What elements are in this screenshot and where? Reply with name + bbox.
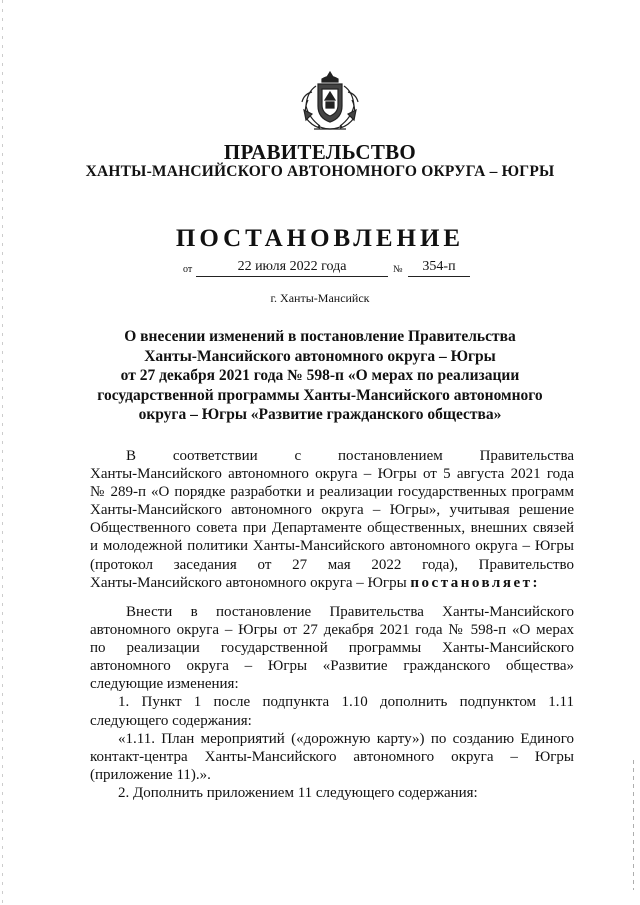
city: г. Ханты-Мансийск bbox=[270, 291, 370, 305]
date-prefix: от bbox=[183, 264, 193, 275]
body-line: «1.11. План мероприятий («дорожную карту») по созданию Единого bbox=[118, 730, 574, 747]
body-line: по реализации государственной программы Ханты-Мансийского bbox=[90, 640, 574, 657]
scan-edge-left bbox=[2, 0, 3, 905]
preamble-line: и молодежной политики Ханты-Мансийского автономного округа – Югры bbox=[90, 538, 574, 555]
preamble-line: Общественного совета при Департаменте общественных, внешних связей bbox=[90, 520, 574, 537]
body-line: следующего содержания: bbox=[90, 712, 252, 729]
preamble-last-line bbox=[90, 574, 574, 592]
title-line: О внесении изменений в постановление Правительства bbox=[124, 328, 516, 345]
resolves-word: постановляет: bbox=[410, 574, 540, 591]
okrug-heading: ХАНТЫ-МАНСИЙСКОГО АВТОНОМНОГО ОКРУГА – ЮГРЫ bbox=[85, 163, 555, 180]
title-line: округа – Югры «Развитие гражданского общества» bbox=[138, 406, 502, 423]
document-number: 354-п bbox=[408, 259, 470, 277]
preamble-line: Ханты-Мансийского автономного округа – Югры», учитывая решение bbox=[90, 502, 574, 519]
document-type: ПОСТАНОВЛЕНИЕ bbox=[175, 225, 465, 252]
government-heading: ПРАВИТЕЛЬСТВО bbox=[223, 140, 417, 164]
body-line: автономного округа – Югры «Развитие гражданского общества» bbox=[90, 658, 574, 675]
title-line: государственной программы Ханты-Мансийского автономного bbox=[97, 386, 543, 404]
preamble-line: № 289-п «О порядке разработки и реализации государственных программ bbox=[90, 484, 574, 501]
document-date: 22 июля 2022 года bbox=[196, 259, 388, 277]
body-line: Внести в постановление Правительства Ханты-Мансийского bbox=[126, 604, 574, 620]
scan-edge-right bbox=[633, 760, 634, 890]
body-line: (приложение 11).». bbox=[90, 766, 211, 783]
coat-of-arms-icon bbox=[298, 70, 362, 132]
preamble-paragraph bbox=[90, 447, 574, 592]
body-line: контакт-центра Ханты-Мансийского автономного округа – Югры bbox=[90, 748, 574, 765]
title-line: от 27 декабря 2021 года № 598-п «О мерах по реализации bbox=[120, 367, 520, 384]
preamble-line: Ханты-Мансийского автономного округа – Югры bbox=[90, 574, 407, 591]
resolution-body bbox=[90, 603, 574, 802]
body-line: автономного округа – Югры от 27 декабря 2021 года № 598-п «О мерах bbox=[90, 622, 574, 639]
preamble-line: (протокол заседания от 27 мая 2022 года), Правительство bbox=[90, 556, 574, 573]
document-title bbox=[0, 327, 640, 425]
date-number-line bbox=[0, 259, 640, 281]
number-prefix: № bbox=[393, 264, 403, 275]
body-line: 2. Дополнить приложением 11 следующего содержания: bbox=[118, 784, 478, 801]
preamble-line: В соответствии с постановлением Правительства bbox=[126, 448, 574, 464]
body-line: 1. Пункт 1 после подпункта 1.10 дополнить подпунктом 1.11 bbox=[118, 694, 574, 711]
title-line: Ханты-Мансийского автономного округа – Югры bbox=[144, 347, 496, 365]
body-line: следующие изменения: bbox=[90, 676, 239, 693]
preamble-line: Ханты-Мансийского автономного округа – Югры от 5 августа 2021 года bbox=[90, 466, 574, 483]
